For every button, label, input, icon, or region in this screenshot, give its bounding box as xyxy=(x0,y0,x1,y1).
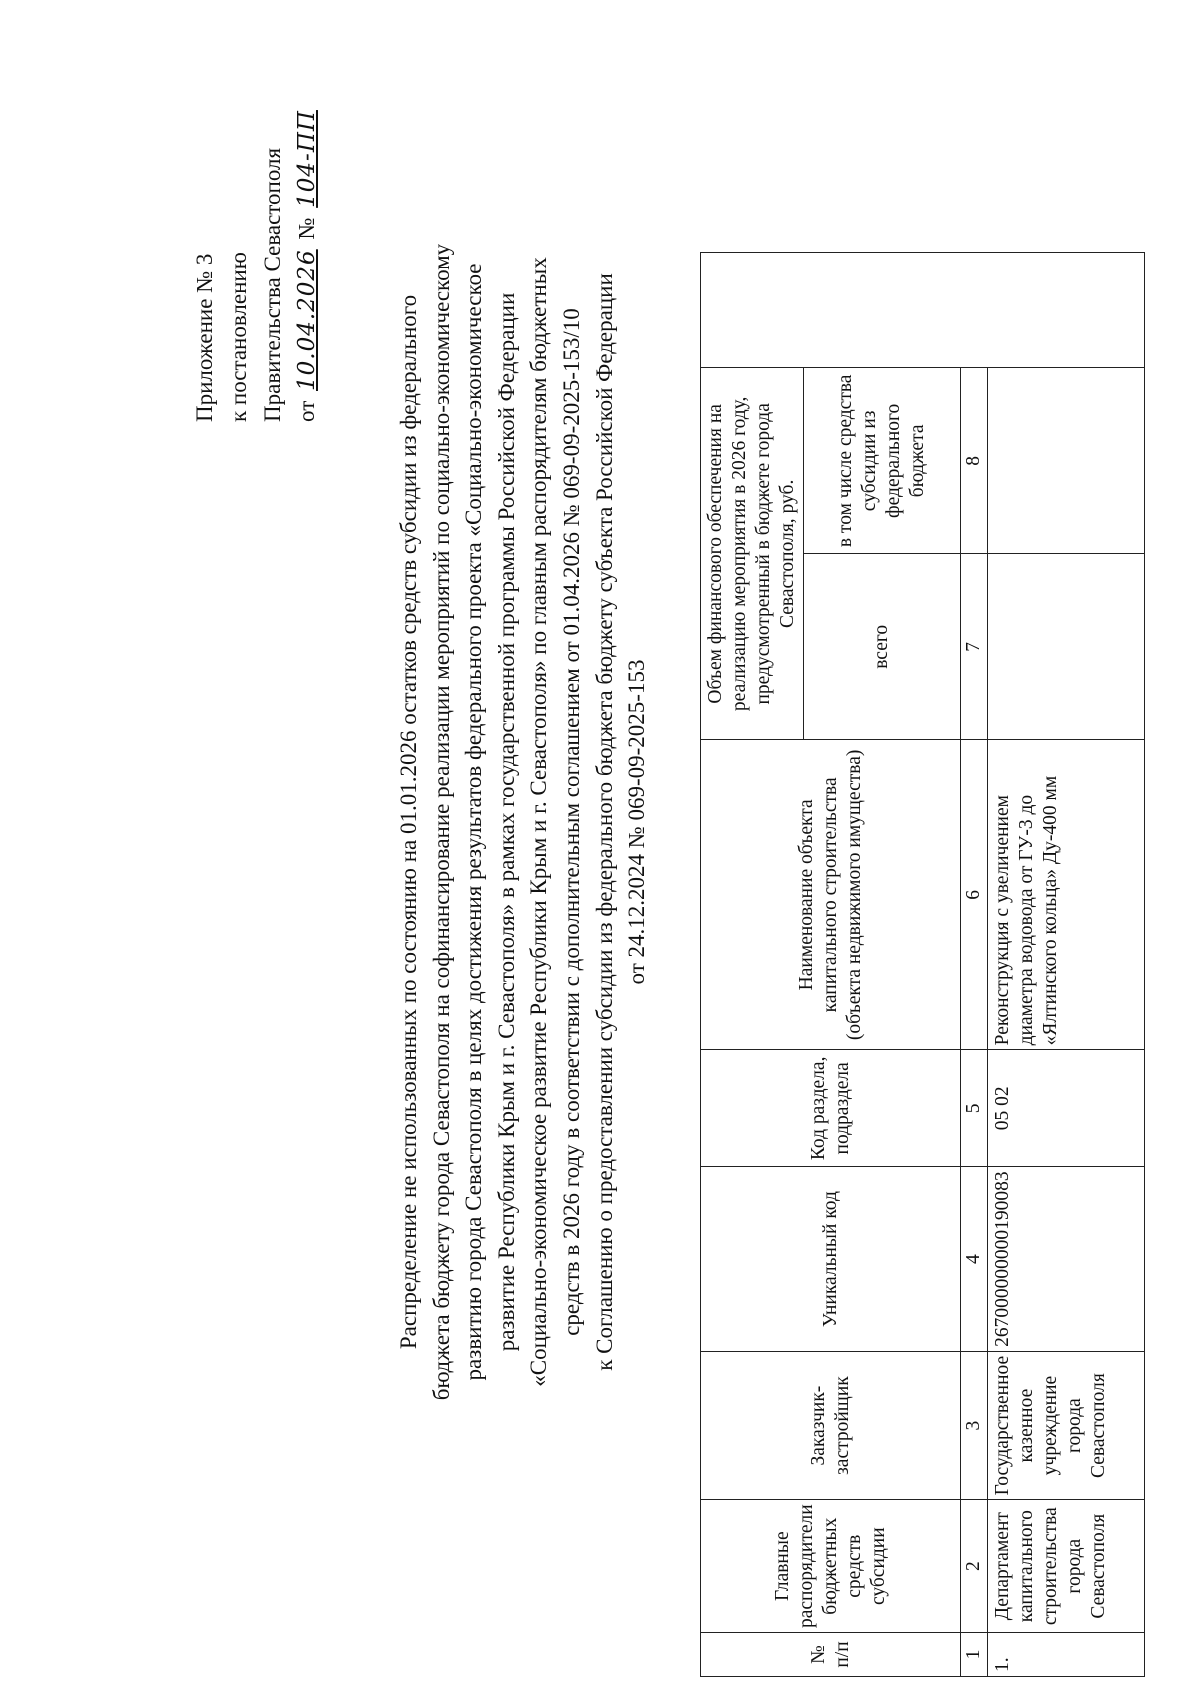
header-federal: в том числе средства субсидии из федерального бюджета xyxy=(804,368,961,554)
title-line: Распределение не использованных по состоянию на 01.01.2026 остатков средств субсидии из федерального xyxy=(396,294,421,1350)
header-unique-code: Уникальный код xyxy=(701,1167,961,1352)
column-number: 8 xyxy=(961,368,988,554)
row-distributor: Департамент капитального строительства города Севастополя xyxy=(988,1500,1145,1633)
distribution-table-wrap xyxy=(700,252,1145,1677)
row-unique-code: 267000000000190083 xyxy=(988,1167,1145,1352)
header-funding-group: Объем финансового обеспечения на реализацию мероприятия в 2026 году, предусмотренный в бюджете города Севастополя, руб. xyxy=(701,368,804,740)
table-row xyxy=(988,253,1145,1677)
appendix-from-label: от xyxy=(294,400,319,422)
header-number: № п/п xyxy=(701,1633,961,1677)
document-title xyxy=(393,157,654,1487)
title-line: от 24.12.2024 № 069-09-2025-153 xyxy=(624,659,650,985)
row-total xyxy=(988,554,1145,740)
row-number: 1. xyxy=(988,1633,1145,1677)
table-column-numbers xyxy=(961,253,988,1677)
column-number: 6 xyxy=(961,740,988,1050)
title-line: бюджета бюджету города Севастополя на софинансирование реализации мероприятий по социально-экономическому xyxy=(428,243,454,1401)
appendix-block xyxy=(188,22,324,422)
header-distributors: Главные распорядители бюджетных средств субсидии xyxy=(701,1500,961,1633)
appendix-number: Приложение № 3 xyxy=(192,253,217,422)
title-line: развитие Республики Крым и г. Севастополя» в рамках государственной программы Российской Федерации xyxy=(493,292,519,1352)
column-number: 7 xyxy=(961,554,988,740)
header-customer: Заказчик-застройщик xyxy=(701,1351,961,1499)
title-line: к Соглашению о предоставлении субсидии из федерального бюджета бюджету субъекта Российской Федерации xyxy=(591,273,617,1371)
distribution-table xyxy=(700,252,1145,1677)
appendix-number-sign: № xyxy=(294,217,319,240)
column-number: 5 xyxy=(961,1050,988,1167)
empty-right-column xyxy=(701,253,1145,368)
title-line: средств в 2026 году в соответствии с дополнительным соглашением от 01.04.2026 № 069-09-2025-153/10 xyxy=(558,308,584,1336)
column-number: 2 xyxy=(961,1500,988,1633)
title-line: развитию города Севастополя в целях достижения результатов федерального проекта «Социально-экономическое xyxy=(461,263,487,1381)
header-section-code: Код раздела, подраздела xyxy=(701,1050,961,1167)
header-total: всего xyxy=(804,554,961,740)
row-federal xyxy=(988,368,1145,554)
row-section-code: 05 02 xyxy=(988,1050,1145,1167)
appendix-date-line xyxy=(290,22,324,422)
column-number: 4 xyxy=(961,1167,988,1352)
row-customer: Государственное казенное учреждение города Севастополя xyxy=(988,1351,1145,1499)
appendix-government: Правительства Севастополя xyxy=(260,147,285,422)
header-object-name: Наименование объекта капитального строительства (объекта недвижимого имущества) xyxy=(701,740,961,1050)
row-object-name: Реконструкция с увеличением диаметра водовода от ГУ-3 до «Ялтинского кольца» Ду-400 мм xyxy=(988,740,1145,1050)
handwritten-resolution-number: 104-ПП xyxy=(294,110,320,208)
title-line: «Социально-экономическое развитие Республики Крым и г. Севастополя» по главным распорядителям бюджетных xyxy=(526,257,552,1387)
handwritten-date: 10.04.2026 xyxy=(294,249,320,391)
appendix-resolution-label: к постановлению xyxy=(226,252,251,422)
table-header-row xyxy=(701,253,804,1677)
column-number: 3 xyxy=(961,1351,988,1499)
column-number: 1 xyxy=(961,1633,988,1677)
